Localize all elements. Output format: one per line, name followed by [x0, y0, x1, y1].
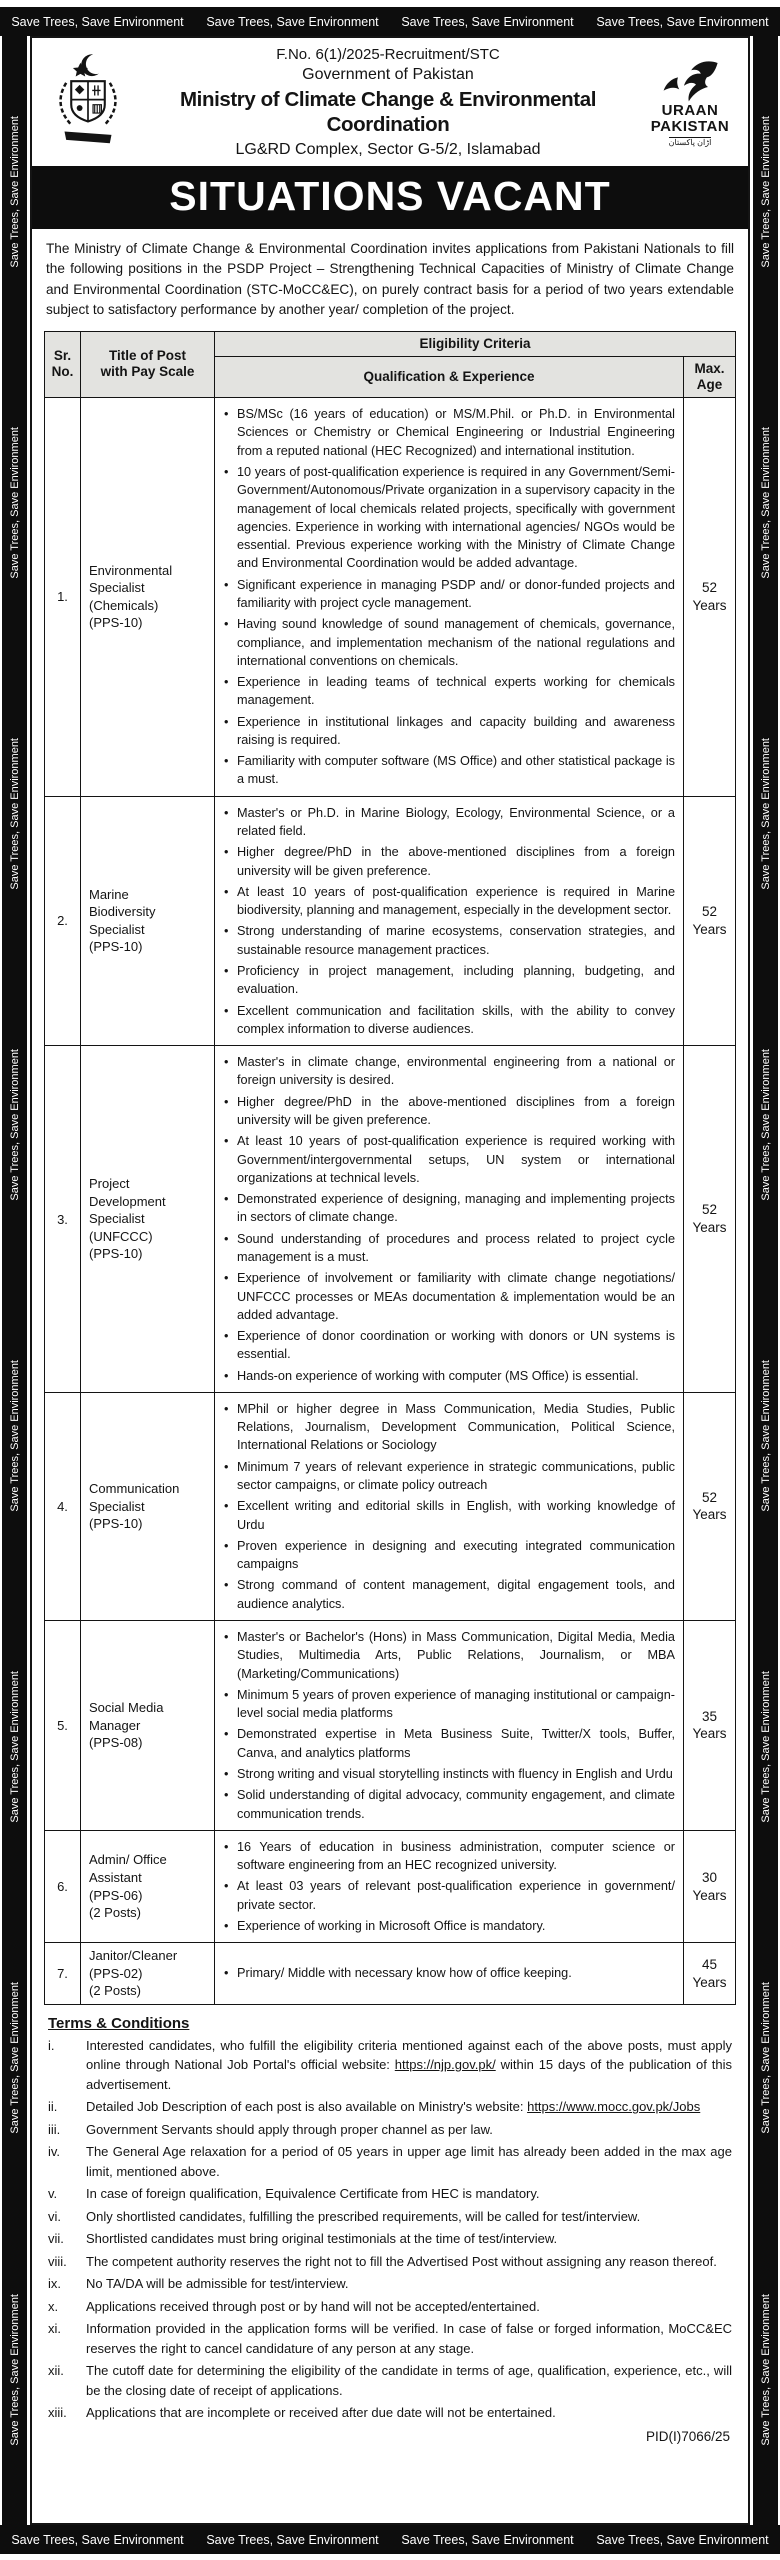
term-item	[48, 2252, 732, 2272]
term-item	[48, 2184, 732, 2204]
qualification-bullet: • Experience in leading teams of technical experts working for chemicals management.	[221, 673, 675, 710]
qualification-bullet: • Experience of involvement or familiarity with climate change negotiations/ UNFCCC processes or MEAs documentation & implementation would be an added advantage.	[221, 1269, 675, 1324]
qualification-bullet: • Higher degree/PhD in the above-mentioned disciplines from a foreign university will be given preference.	[221, 1093, 675, 1130]
vacancies-table	[44, 331, 736, 2005]
qualification-bullet: • Proven experience in designing and executing integrated communication campaigns	[221, 1537, 675, 1574]
post-sr: 3.	[45, 1046, 81, 1393]
header-sr-no: Sr. No.	[45, 331, 81, 398]
post-qualifications	[215, 796, 684, 1045]
term-item	[48, 2097, 732, 2117]
qualification-bullet: • Having sound knowledge of sound management of chemicals, governance, compliance, and implementation mechanism of the national regulations and international conventions on chemicals.	[221, 615, 675, 670]
post-title	[81, 1621, 215, 1831]
qualification-bullet: • Sound understanding of procedures and process related to project cycle management is a must.	[221, 1230, 675, 1267]
slogan-text: Save Trees, Save Environment	[759, 1049, 772, 1201]
post-row	[45, 796, 736, 1045]
qualification-bullet-list	[221, 1964, 675, 1982]
term-text: In case of foreign qualification, Equivalence Certificate from HEC is mandatory.	[86, 2186, 540, 2202]
uraan-logo-line1: URAAN	[661, 102, 719, 120]
qualification-bullet: • Minimum 5 years of proven experience of managing institutional or campaign-level social media platforms	[221, 1686, 675, 1723]
post-title-line: Specialist	[89, 1498, 145, 1514]
age-number: 45	[701, 1956, 718, 1972]
terms-heading: Terms & Conditions	[48, 2014, 190, 2032]
post-sr: 1.	[45, 398, 81, 797]
header-eligibility-criteria: Eligibility Criteria	[215, 331, 736, 356]
term-text: Shortlisted candidates must bring original testimonials at the time of test/interview.	[86, 2231, 558, 2247]
right-slogan-strip	[753, 36, 778, 2525]
post-max-age	[684, 1046, 736, 1393]
age-number: 30	[701, 1869, 718, 1885]
post-sr: 5.	[45, 1621, 81, 1831]
term-number: ii.	[48, 2099, 58, 2115]
qualification-bullet: • BS/MSc (16 years of education) or MS/M.Phil. or Ph.D. in Environmental Sciences or Chemistry or Chemical Engineering or Industrial Engineering from a reputed national (HEC Recognized) and international institution.	[221, 405, 675, 460]
post-row	[45, 1943, 736, 2005]
post-row	[45, 1046, 736, 1393]
qualification-bullet-list	[221, 1053, 675, 1385]
header-max-age: Max. Age	[684, 356, 736, 397]
term-number: x.	[48, 2298, 59, 2314]
top-slogan-strip	[0, 7, 780, 36]
term-number: viii.	[48, 2253, 67, 2269]
slogan-text: Save Trees, Save Environment	[596, 14, 769, 29]
slogan-text: Save Trees, Save Environment	[759, 737, 772, 890]
slogan-text: Save Trees, Save Environment	[8, 2293, 21, 2446]
post-title-line: Specialist	[89, 921, 145, 937]
slogan-text: Save Trees, Save Environment	[8, 1982, 21, 2135]
term-link[interactable]: https://njp.gov.pk/	[394, 2057, 496, 2073]
post-title-line: (PPS-02)	[89, 1965, 143, 1981]
post-title-line: Marine	[89, 886, 129, 902]
file-number: F.No. 6(1)/2025-Recruitment/STC	[276, 46, 500, 63]
term-text: Information provided in the application forms will be verified. In case of false or forged information, MoCC&EC reserves the right to cancel candidature of any person at any stage.	[86, 2321, 732, 2356]
terms-and-conditions	[48, 2015, 732, 2426]
qualification-bullet: • MPhil or higher degree in Mass Communication, Media Studies, Public Relations, Journalism, Development Communication, Political Science, International Relations or Sociology	[221, 1400, 675, 1455]
post-qualifications	[215, 1046, 684, 1393]
qualification-bullet-list	[221, 1400, 675, 1613]
qualification-bullet: • Strong command of content management, digital engagement tools, and audience analytics.	[221, 1576, 675, 1613]
qualification-bullet: • Experience of working in Microsoft Office is mandatory.	[221, 1917, 675, 1935]
slogan-text: Save Trees, Save Environment	[8, 1360, 21, 1512]
slogan-text: Save Trees, Save Environment	[401, 2532, 574, 2547]
post-title-line: Assistant	[89, 1869, 142, 1885]
term-text: Interested candidates, who fulfill the eligibility criteria mentioned against each of the above posts, must apply online through National Job Portal's official website: https://njp.gov.pk/ within 15 days of the publication of this advertisement.	[86, 2037, 732, 2092]
uraan-pakistan-logo	[642, 59, 738, 147]
term-number: xii.	[48, 2363, 64, 2379]
term-number: vii.	[48, 2231, 64, 2247]
government-line: Government of Pakistan	[302, 65, 474, 83]
post-title-line: (PPS-08)	[89, 1735, 143, 1751]
ad-content	[30, 36, 750, 2525]
term-number: vi.	[48, 2208, 61, 2224]
post-sr: 2.	[45, 796, 81, 1045]
term-item	[48, 2403, 732, 2423]
term-item	[48, 2036, 732, 2095]
post-qualifications	[215, 1392, 684, 1620]
bird-icon	[660, 59, 720, 103]
slogan-text: Save Trees, Save Environment	[759, 1671, 772, 1823]
qualification-bullet: • Master's or Ph.D. in Marine Biology, Ecology, Environmental Science, or a related field.	[221, 804, 675, 841]
post-title-line: Specialist	[89, 1211, 145, 1227]
age-number: 35	[701, 1708, 718, 1724]
slogan-text: Save Trees, Save Environment	[759, 2293, 772, 2446]
post-title-line: (2 Posts)	[89, 1905, 142, 1921]
slogan-text: Save Trees, Save Environment	[759, 1982, 772, 2135]
term-text: The cutoff date for determining the eligibility of the candidate in terms of age, qualification, experience, etc., will be the closing date of receipt of applications.	[86, 2363, 732, 2398]
pakistan-emblem	[42, 51, 134, 155]
slogan-text: Save Trees, Save Environment	[596, 2532, 769, 2547]
term-text: Detailed Job Description of each post is also available on Ministry's website: https://www.mocc.gov.pk/Jobs	[86, 2099, 701, 2115]
terms-list	[48, 2036, 732, 2423]
age-unit: Years	[692, 1974, 727, 1990]
post-max-age	[684, 796, 736, 1045]
post-title-line: Environmental Specialist	[89, 562, 173, 596]
slogan-text: Save Trees, Save Environment	[759, 115, 772, 268]
slogan-text: Save Trees, Save Environment	[11, 2532, 184, 2547]
term-number: v.	[48, 2186, 58, 2202]
post-sr: 7.	[45, 1943, 81, 2005]
qualification-bullet-list	[221, 1838, 675, 1935]
post-qualifications	[215, 1943, 684, 2005]
qualification-bullet-list	[221, 804, 675, 1038]
term-item	[48, 2361, 732, 2400]
slogan-text: Save Trees, Save Environment	[8, 1049, 21, 1201]
post-row	[45, 1392, 736, 1620]
term-text: Applications received through post or by hand will not be accepted/entertained.	[86, 2298, 540, 2314]
post-sr: 6.	[45, 1830, 81, 1942]
posts-tbody	[45, 398, 736, 2005]
age-number: 52	[701, 580, 718, 596]
qualification-bullet-list	[221, 405, 675, 789]
vacancies-table-header	[45, 331, 736, 398]
term-text: The General Age relaxation for a period of 05 years in upper age limit has already been added in the max age limit, mentioned above.	[86, 2144, 732, 2179]
qualification-bullet: • Master's or Bachelor's (Hons) in Mass Communication, Digital Media, Media Studies, Multimedia Arts, Public Relations, Journalism, or MBA (Marketing/Communications)	[221, 1628, 675, 1683]
post-title	[81, 398, 215, 797]
term-item	[48, 2297, 732, 2317]
term-number: iii.	[48, 2121, 61, 2137]
pid-number: PID(I)7066/25	[645, 2428, 730, 2444]
slogan-text: Save Trees, Save Environment	[759, 426, 772, 579]
qualification-bullet: • Demonstrated experience of designing, managing and implementing projects in sectors of climate change.	[221, 1190, 675, 1227]
slogan-text: Save Trees, Save Environment	[206, 2532, 379, 2547]
age-unit: Years	[692, 1887, 727, 1903]
ministry-title: Ministry of Climate Change & Environmental Coordination	[179, 87, 597, 137]
post-title-line: Janitor/Cleaner	[89, 1948, 178, 1964]
age-unit: Years	[692, 1726, 727, 1742]
age-number: 52	[701, 1489, 718, 1505]
qualification-bullet: • Higher degree/PhD in the above-mentioned disciplines from a foreign university will be given preference.	[221, 843, 675, 880]
qualification-bullet: • Strong understanding of marine ecosystems, conservation strategies, and sustainable resource management practices.	[221, 922, 675, 959]
slogan-text: Save Trees, Save Environment	[206, 14, 379, 29]
post-title-line: Social Media	[89, 1700, 164, 1716]
term-number: i.	[48, 2037, 55, 2053]
post-title	[81, 796, 215, 1045]
term-text: The competent authority reserves the right not to fill the Advertised Post without assigning any reason thereof.	[86, 2253, 717, 2269]
qualification-bullet: • Demonstrated expertise in Meta Business Suite, Twitter/X tools, Buffer, Canva, and analytics platforms	[221, 1725, 675, 1762]
age-unit: Years	[692, 921, 727, 937]
post-max-age	[684, 1943, 736, 2005]
qualification-bullet: • At least 10 years of post-qualification experience is required working with Government/intergovernmental setups, UN system or international organizations at technical levels.	[221, 1132, 675, 1187]
qualification-bullet: • Experience in institutional linkages and capacity building and awareness raising is required.	[221, 713, 675, 750]
term-text: Applications that are incomplete or received after due date will not be entertained.	[86, 2405, 556, 2421]
post-title-line: Admin/ Office	[89, 1852, 167, 1868]
post-title	[81, 1830, 215, 1942]
post-title-line: (Chemicals)	[89, 597, 159, 613]
post-row	[45, 398, 736, 797]
uraan-logo-line2: PAKISTAN	[650, 117, 730, 135]
age-unit: Years	[692, 1220, 727, 1236]
term-number: xiii.	[48, 2405, 67, 2421]
qualification-bullet: • Solid understanding of digital advocacy, community engagement, and climate communication trends.	[221, 1786, 675, 1823]
qualification-bullet: • Excellent writing and editorial skills in English, with working knowledge of Urdu	[221, 1497, 675, 1534]
post-max-age	[684, 398, 736, 797]
term-number: xi.	[48, 2321, 61, 2337]
term-link[interactable]: https://www.mocc.gov.pk/Jobs	[527, 2099, 701, 2115]
qualification-bullet-list	[221, 1628, 675, 1823]
post-title	[81, 1943, 215, 2005]
term-number: iv.	[48, 2144, 61, 2160]
post-max-age	[684, 1392, 736, 1620]
post-max-age	[684, 1621, 736, 1831]
slogan-text: Save Trees, Save Environment	[8, 426, 21, 579]
post-title-line: (PPS-10)	[89, 939, 143, 955]
situations-vacant-banner: SITUATIONS VACANT	[32, 166, 748, 229]
slogan-text: Save Trees, Save Environment	[8, 115, 21, 268]
post-qualifications	[215, 1621, 684, 1831]
post-title-line: (PPS-10)	[89, 615, 143, 631]
term-text: No TA/DA will be admissible for test/interview.	[86, 2276, 349, 2292]
post-title-line: (PPS-10)	[89, 1516, 143, 1532]
qualification-bullet: • 16 Years of education in business administration, computer science or software engineering from an HEC recognized university.	[221, 1838, 675, 1875]
post-title-line: (PPS-10)	[89, 1246, 143, 1262]
age-number: 52	[701, 1202, 718, 1218]
post-qualifications	[215, 1830, 684, 1942]
post-title	[81, 1046, 215, 1393]
term-item	[48, 2229, 732, 2249]
age-number: 52	[701, 904, 718, 920]
slogan-text: Save Trees, Save Environment	[11, 14, 184, 29]
qualification-bullet: • Master's in climate change, environmental engineering from a national or foreign university is desired.	[221, 1053, 675, 1090]
term-item	[48, 2319, 732, 2358]
qualification-bullet: • Primary/ Middle with necessary know how of office keeping.	[221, 1964, 675, 1982]
slogan-text: Save Trees, Save Environment	[401, 14, 574, 29]
qualification-bullet: • Minimum 7 years of relevant experience in strategic communications, public sector campaigns, or climate policy outreach	[221, 1458, 675, 1495]
left-slogan-strip	[2, 36, 27, 2525]
term-text: Government Servants should apply through proper channel as per law.	[86, 2121, 493, 2137]
term-item	[48, 2274, 732, 2294]
term-item	[48, 2207, 732, 2227]
post-max-age	[684, 1830, 736, 1942]
header-qualification-experience: Qualification & Experience	[215, 356, 684, 397]
post-qualifications	[215, 398, 684, 797]
slogan-text: Save Trees, Save Environment	[8, 737, 21, 890]
post-title-line: Project	[89, 1176, 130, 1192]
post-title-line: Biodiversity	[89, 904, 156, 920]
term-item	[48, 2142, 732, 2181]
post-title-line: (2 Posts)	[89, 1983, 142, 1999]
qualification-bullet: • At least 03 years of relevant post-qualification experience in government/ private sector.	[221, 1877, 675, 1914]
post-row	[45, 1621, 736, 1831]
term-text: Only shortlisted candidates, fulfilling the prescribed requirements, will be called for test/interview.	[86, 2208, 641, 2224]
term-item	[48, 2120, 732, 2140]
qualification-bullet: • Strong writing and visual storytelling instincts with fluency in English and Urdu	[221, 1765, 675, 1783]
qualification-bullet: • At least 10 years of post-qualification experience is required in Marine biodiversity, planning and management, especially in the development sector.	[221, 883, 675, 920]
post-title-line: Development	[89, 1193, 166, 1209]
qualification-bullet: • Excellent communication and facilitation skills, with the ability to convey complex information to diverse audiences.	[221, 1002, 675, 1039]
qualification-bullet: • Experience of donor coordination or working with donors or UN systems is essential.	[221, 1327, 675, 1364]
post-sr: 4.	[45, 1392, 81, 1620]
post-title-line: (UNFCCC)	[89, 1228, 153, 1244]
uraan-urdu-tagline: اڑان پاکستان	[668, 137, 712, 147]
qualification-bullet: • Hands-on experience of working with computer (MS Office) is essential.	[221, 1367, 675, 1385]
post-title-line: Manager	[89, 1717, 141, 1733]
term-number: ix.	[48, 2276, 61, 2292]
post-title	[81, 1392, 215, 1620]
intro-paragraph: The Ministry of Climate Change & Environmental Coordination invites applications from Pakistani Nationals to fill the following positions in the PSDP Project – Strengthening Technical Capacities of Ministry of Climate Change and Environmental Coordination (STC-MoCC&EC), on purely contract basis for a period of two years extendable subject to satisfactory performance by another year/ completion of the project.	[46, 241, 734, 318]
bottom-slogan-strip	[0, 2525, 780, 2554]
post-title-line: (PPS-06)	[89, 1887, 143, 1903]
post-row	[45, 1830, 736, 1942]
slogan-text: Save Trees, Save Environment	[759, 1360, 772, 1512]
slogan-text: Save Trees, Save Environment	[8, 1671, 21, 1823]
ministry-address: LG&RD Complex, Sector G-5/2, Islamabad	[235, 141, 541, 158]
masthead	[32, 38, 748, 166]
qualification-bullet: • 10 years of post-qualification experience is required in any Government/Semi-Government/Autonomous/Private organization in a supervisory capacity in the management of local chemicals related projects, specifically with government agencies. Experience in working with international agencies/ NGOs would be essential. Previous experience working with the Ministry of Climate Change and Environmental Coordination would be added advantage.	[221, 463, 675, 573]
age-unit: Years	[692, 1507, 727, 1523]
post-title-line: Communication	[89, 1481, 180, 1497]
qualification-bullet: • Familiarity with computer software (MS Office) and other statistical package is a must.	[221, 752, 675, 789]
qualification-bullet: • Significant experience in managing PSDP and/ or donor-funded projects and familiarity with project cycle management.	[221, 576, 675, 613]
qualification-bullet: • Proficiency in project management, including planning, budgeting, and evaluation.	[221, 962, 675, 999]
header-title-of-post: Title of Post with Pay Scale	[81, 331, 215, 398]
age-unit: Years	[692, 597, 727, 613]
